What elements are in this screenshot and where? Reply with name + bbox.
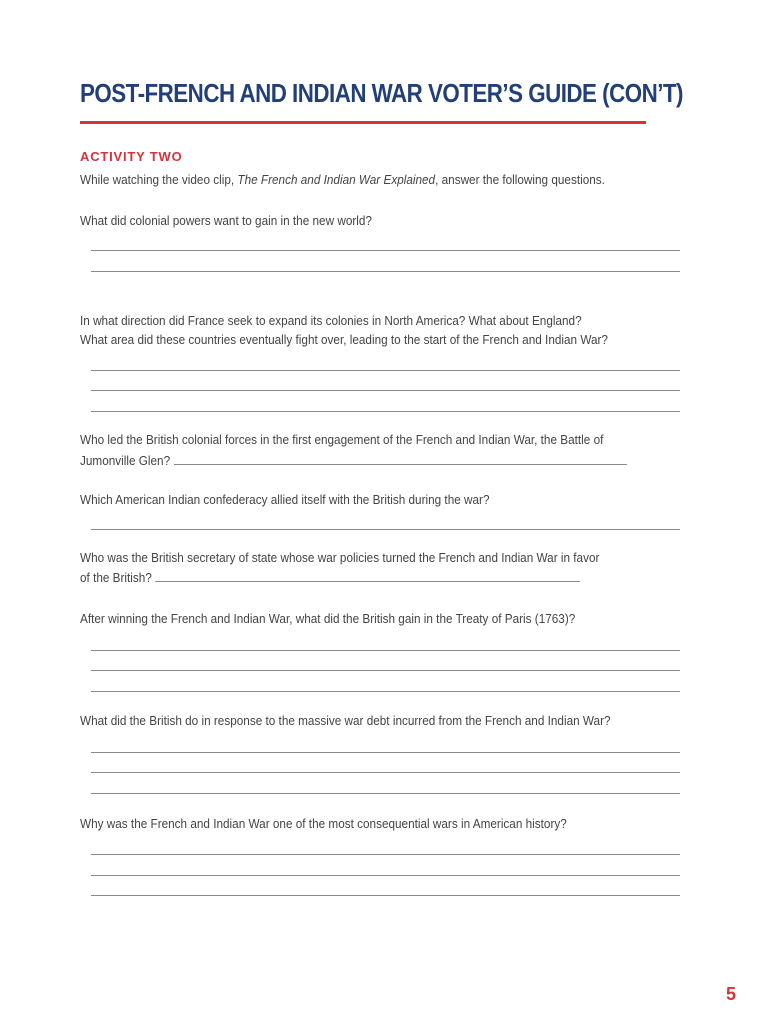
- instructions-start: While watching the video clip,: [80, 173, 238, 187]
- answer-line-7b[interactable]: [91, 772, 680, 773]
- question-3-line-2: [80, 451, 627, 471]
- answer-line-1b[interactable]: [91, 271, 680, 272]
- instructions-end: , answer the following questions.: [435, 173, 605, 187]
- instructions: [80, 170, 605, 190]
- section-heading: ACTIVITY TWO: [80, 149, 183, 164]
- answer-line-2a[interactable]: [91, 370, 680, 371]
- answer-line-8b[interactable]: [91, 875, 680, 876]
- answer-line-2b[interactable]: [91, 390, 680, 391]
- question-4: Which American Indian confederacy allied itself with the British during the war?: [80, 493, 490, 507]
- video-title: The French and Indian War Explained: [237, 173, 436, 187]
- question-5-text: of the British?: [80, 571, 152, 585]
- page-number: 5: [725, 984, 736, 1004]
- answer-line-8a[interactable]: [91, 854, 680, 855]
- question-7: What did the British do in response to the massive war debt incurred from the French and Indian War?: [80, 714, 611, 728]
- question-6: After winning the French and Indian War, what did the British gain in the Treaty of Paris (1763)?: [80, 612, 576, 626]
- answer-line-4[interactable]: [91, 529, 680, 530]
- answer-line-8c[interactable]: [91, 895, 680, 896]
- answer-line-7a[interactable]: [91, 752, 680, 753]
- answer-line-2c[interactable]: [91, 411, 680, 412]
- question-3-text: Jumonville Glen?: [80, 454, 171, 468]
- page-title: POST-FRENCH AND INDIAN WAR VOTER’S GUIDE (CON’T): [80, 78, 683, 108]
- title-divider: [80, 121, 646, 124]
- answer-line-6a[interactable]: [91, 650, 680, 651]
- question-3-line-1: Who led the British colonial forces in the first engagement of the French and Indian War, the Battle of: [80, 433, 604, 447]
- answer-line-6c[interactable]: [91, 691, 680, 692]
- question-5-line-2: [80, 568, 580, 588]
- answer-line-7c[interactable]: [91, 793, 680, 794]
- answer-line-6b[interactable]: [91, 670, 680, 671]
- question-1: What did colonial powers want to gain in the new world?: [80, 214, 372, 228]
- question-2-line-2: What area did these countries eventually fight over, leading to the start of the French and Indian War?: [80, 333, 608, 347]
- question-5-line-1: Who was the British secretary of state whose war policies turned the French and Indian War in favor: [80, 551, 600, 565]
- answer-line-5[interactable]: [156, 581, 581, 582]
- answer-line-3[interactable]: [174, 464, 627, 465]
- answer-line-1a[interactable]: [91, 250, 680, 251]
- question-8: Why was the French and Indian War one of the most consequential wars in American history?: [80, 817, 567, 831]
- question-2-line-1: In what direction did France seek to expand its colonies in North America? What about England?: [80, 314, 582, 328]
